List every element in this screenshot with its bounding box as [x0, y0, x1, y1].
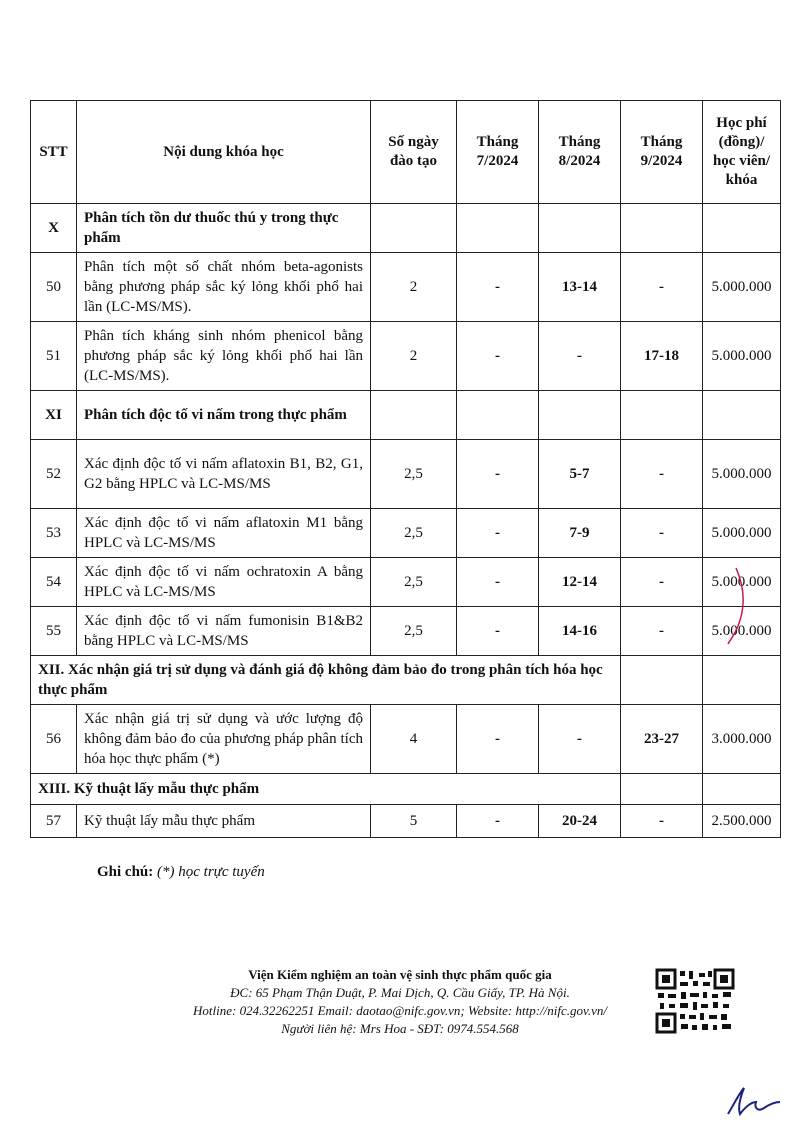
- row-month-9: 23-27: [621, 705, 703, 774]
- row-fee: 3.000.000: [703, 705, 781, 774]
- row-month-7: -: [457, 440, 539, 509]
- row-month-8: -: [539, 705, 621, 774]
- row-days: 5: [371, 805, 457, 838]
- row-month-9: 17-18: [621, 322, 703, 391]
- header-month-9: Tháng 9/2024: [621, 101, 703, 204]
- footer-person: Người liên hệ: Mrs Hoa - SĐT: 0974.554.568: [281, 1021, 519, 1036]
- section-title: XIII. Kỹ thuật lấy mẫu thực phẩm: [31, 774, 621, 805]
- row-fee: 5.000.000: [703, 607, 781, 656]
- header-month-7: Tháng 7/2024: [457, 101, 539, 204]
- section-title: Phân tích tồn dư thuốc thú y trong thực phẩm: [77, 204, 371, 253]
- row-stt: 56: [31, 705, 77, 774]
- row-content: Xác định độc tố vi nấm aflatoxin B1, B2, G1, G2 bằng HPLC và LC-MS/MS: [77, 440, 371, 509]
- row-content: Xác định độc tố vi nấm ochratoxin A bằng HPLC và LC-MS/MS: [77, 558, 371, 607]
- table-header-row: [31, 101, 781, 204]
- row-month-8: 14-16: [539, 607, 621, 656]
- table-row: [31, 440, 781, 509]
- row-month-7: -: [457, 558, 539, 607]
- signature-mark: [724, 1080, 784, 1120]
- section-title: Phân tích độc tố vi nấm trong thực phẩm: [77, 391, 371, 440]
- row-month-7: -: [457, 705, 539, 774]
- table-row: [31, 705, 781, 774]
- row-days: 4: [371, 705, 457, 774]
- row-month-9: -: [621, 607, 703, 656]
- footer-contact: Hotline: 024.32262251 Email: daotao@nifc.gov.vn; Website: http://nifc.gov.vn/: [193, 1003, 607, 1018]
- row-stt: 52: [31, 440, 77, 509]
- row-days: 2: [371, 253, 457, 322]
- note-text: (*) học trực tuyến: [157, 864, 265, 880]
- row-month-8: 7-9: [539, 509, 621, 558]
- row-fee: 2.500.000: [703, 805, 781, 838]
- section-number: XI: [31, 391, 77, 440]
- row-days: 2,5: [371, 509, 457, 558]
- row-stt: 57: [31, 805, 77, 838]
- row-month-8: 20-24: [539, 805, 621, 838]
- row-stt: 55: [31, 607, 77, 656]
- row-fee: 5.000.000: [703, 322, 781, 391]
- qr-code-icon: [655, 968, 735, 1034]
- row-fee: 5.000.000: [703, 440, 781, 509]
- row-month-9: -: [621, 440, 703, 509]
- row-month-8: 12-14: [539, 558, 621, 607]
- footer-org: Viện Kiểm nghiệm an toàn vệ sinh thực phẩm quốc gia: [248, 967, 552, 982]
- row-month-8: 13-14: [539, 253, 621, 322]
- table-row: [31, 322, 781, 391]
- row-content: Phân tích một số chất nhóm beta-agonists bằng phương pháp sắc ký lỏng khối phổ hai lần (LC-MS/MS).: [77, 253, 371, 322]
- row-fee: 5.000.000: [703, 253, 781, 322]
- section-row: [31, 391, 781, 440]
- header-stt: STT: [31, 101, 77, 204]
- header-fee: Học phí (đồng)/ học viên/ khóa: [703, 101, 781, 204]
- row-month-8: 5-7: [539, 440, 621, 509]
- header-content: Nội dung khóa học: [77, 101, 371, 204]
- row-month-7: -: [457, 322, 539, 391]
- row-days: 2,5: [371, 558, 457, 607]
- section-row: [31, 204, 781, 253]
- row-days: 2,5: [371, 440, 457, 509]
- row-month-9: -: [621, 558, 703, 607]
- row-month-9: -: [621, 805, 703, 838]
- table-row: [31, 558, 781, 607]
- row-month-9: -: [621, 509, 703, 558]
- row-month-7: -: [457, 253, 539, 322]
- footer: [120, 966, 680, 1038]
- row-days: 2: [371, 322, 457, 391]
- row-month-7: -: [457, 607, 539, 656]
- note: [97, 864, 265, 881]
- row-month-7: -: [457, 805, 539, 838]
- row-month-8: -: [539, 322, 621, 391]
- row-stt: 53: [31, 509, 77, 558]
- row-days: 2,5: [371, 607, 457, 656]
- section-number: X: [31, 204, 77, 253]
- section-row: [31, 656, 781, 705]
- section-row: [31, 774, 781, 805]
- footer-address: ĐC: 65 Phạm Thận Duật, P. Mai Dịch, Q. Cầu Giấy, TP. Hà Nội.: [230, 985, 570, 1000]
- row-stt: 51: [31, 322, 77, 391]
- note-label: Ghi chú:: [97, 864, 154, 880]
- row-content: Phân tích kháng sinh nhóm phenicol bằng phương pháp sắc ký lỏng khối phổ hai lần (LC-MS/MS).: [77, 322, 371, 391]
- table-row: [31, 509, 781, 558]
- row-fee: 5.000.000: [703, 558, 781, 607]
- pen-mark: [716, 566, 756, 646]
- course-schedule-table: [30, 100, 781, 838]
- table-row: [31, 607, 781, 656]
- table-row: [31, 805, 781, 838]
- header-month-8: Tháng 8/2024: [539, 101, 621, 204]
- row-fee: 5.000.000: [703, 509, 781, 558]
- header-days: Số ngày đào tạo: [371, 101, 457, 204]
- table-row: [31, 253, 781, 322]
- row-stt: 54: [31, 558, 77, 607]
- row-stt: 50: [31, 253, 77, 322]
- row-content: Xác định độc tố vi nấm fumonisin B1&B2 bằng HPLC và LC-MS/MS: [77, 607, 371, 656]
- row-month-7: -: [457, 509, 539, 558]
- row-content: Xác định độc tố vi nấm aflatoxin M1 bằng HPLC và LC-MS/MS: [77, 509, 371, 558]
- row-content: Xác nhận giá trị sử dụng và ước lượng độ không đảm bảo đo của phương pháp phân tích hóa học thực phẩm (*): [77, 705, 371, 774]
- row-month-9: -: [621, 253, 703, 322]
- section-title: XII. Xác nhận giá trị sử dụng và đánh giá độ không đảm bảo đo trong phân tích hóa học thực phẩm: [31, 656, 621, 705]
- row-content: Kỹ thuật lấy mẫu thực phẩm: [77, 805, 371, 838]
